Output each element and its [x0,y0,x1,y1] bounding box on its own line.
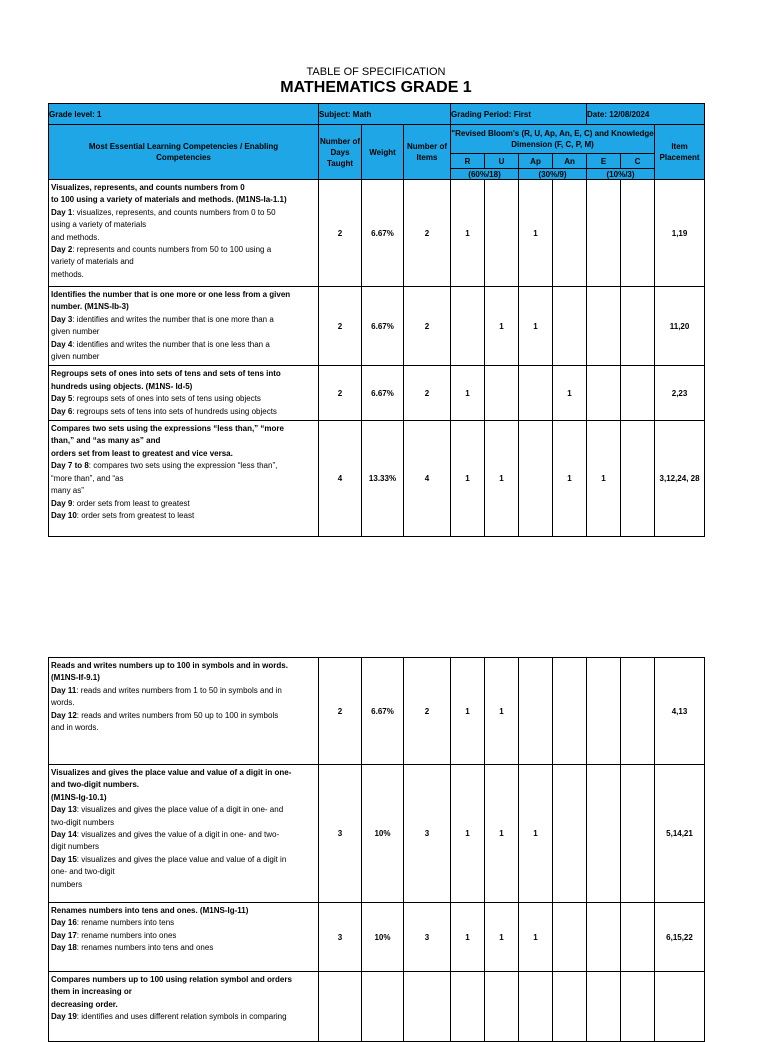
day-line [51,498,316,510]
cell-c [621,180,655,287]
pct-ap-an: (30%/9) [519,169,587,180]
competency-title: Visualizes, represents, and counts numbers from 0 [51,183,245,192]
day-line [51,685,316,697]
day-line [51,841,316,853]
day-label: Day 12 [51,710,77,720]
cell-ap: 1 [519,287,553,366]
day-text: : visualizes, represents, and counts numbers from 0 to 50 [72,207,276,217]
day-label: Day 3 [51,314,73,324]
day-text: given number [51,352,100,362]
day-text: one- and two-digit [51,867,115,877]
day-text: numbers [51,879,83,889]
cell-placement: 6,15,22 [655,903,705,972]
cell-items: 2 [404,658,451,765]
day-text: : identifies and writes the number that is one more than a [72,314,274,324]
subject: Subject: Math [319,104,451,125]
cell-days-taught: 4 [319,421,362,537]
competency-cell [49,421,319,537]
cell-an [553,287,587,366]
day-line [51,1011,316,1023]
cell-an [553,765,587,903]
competency-title: to 100 using a variety of materials and methods. (M1NS-Ia-1.1) [51,195,287,205]
day-text: “more than”, and “as [51,473,124,483]
day-line [51,460,316,472]
day-line [51,393,316,405]
day-line [51,804,316,816]
day-label: Day 9 [51,498,73,508]
cell-placement: 3,12,24, 28 [655,421,705,537]
competency-title: and two-digit numbers. [51,780,139,790]
day-label: Day 4 [51,339,73,349]
grade-level: Grade level: 1 [49,104,319,125]
cell-days-taught: 2 [319,180,362,287]
header-row-info [49,104,705,125]
day-line [51,339,316,351]
day-label: Day 1 [51,207,73,217]
competency-cell [49,903,319,972]
competency-cell [49,658,319,765]
cell-weight: 10% [362,765,404,903]
day-label: Day 18 [51,943,77,953]
competency-cell [49,972,319,1042]
day-line [51,326,316,338]
competency-title: decreasing order. [51,999,118,1009]
col-days: Number of Days Taught [319,125,362,180]
cell-r: 1 [451,658,485,765]
col-blooms: "Revised Bloom's (R, U, Ap, An, E, C) and Knowledge Dimension (F, C, P, M) [451,125,655,154]
cell-e [587,658,621,765]
competency-cell [49,366,319,421]
cell-u [485,972,519,1042]
cell-days-taught: 2 [319,658,362,765]
cell-items: 3 [404,903,451,972]
day-text: methods. [51,269,84,279]
cell-placement: 1,19 [655,180,705,287]
pct-e-c: (10%/3) [587,169,655,180]
competency-title: Visualizes and gives the place value and value of a digit in one- [51,768,292,777]
day-text: : regroups sets of ones into sets of tens using objects [72,394,261,404]
cell-u: 1 [485,287,519,366]
day-line [51,854,316,866]
competency-title: than,” and “as many as” and [51,436,161,446]
cell-items: 3 [404,765,451,903]
day-text: : renames numbers into tens and ones [76,943,214,953]
day-line [51,817,316,829]
day-text: : visualizes and gives the place value and value of a digit in [76,854,287,864]
day-text: : compares two sets using the expression “less than”, [88,461,278,471]
day-line [51,942,316,954]
day-label: Day 13 [51,805,77,815]
day-text: variety of materials and [51,257,134,267]
cell-items: 2 [404,287,451,366]
cell-items: 4 [404,421,451,537]
header-row-columns [49,125,705,154]
cell-an: 1 [553,366,587,421]
col-items: Number of Items [404,125,451,180]
cell-u: 1 [485,658,519,765]
competency-title: them in increasing or [51,987,132,997]
day-line [51,314,316,326]
level-u: U [485,154,519,169]
cell-days-taught: 2 [319,287,362,366]
day-label: Day 7 to 8 [51,461,89,471]
cell-c [621,421,655,537]
competency-title: Renames numbers into tens and ones. (M1NS-Ig-11) [51,906,249,915]
day-text: : identifies and uses different relation symbols in comparing [76,1012,287,1022]
cell-weight: 6.67% [362,180,404,287]
day-label: Day 17 [51,930,77,940]
cell-c [621,765,655,903]
cell-e [587,180,621,287]
cell-ap [519,972,553,1042]
table-row [49,972,705,1042]
cell-r: 1 [451,421,485,537]
day-line [51,866,316,878]
day-text: two-digit numbers [51,817,115,827]
cell-e [587,903,621,972]
day-text: : rename numbers into tens [76,918,175,928]
day-label: Day 16 [51,918,77,928]
day-line [51,697,316,709]
cell-r [451,972,485,1042]
day-line [51,485,316,497]
day-text: and in words. [51,723,99,733]
level-c: C [621,154,655,169]
table-row [49,366,705,421]
day-text: given number [51,327,100,337]
level-r: R [451,154,485,169]
cell-placement: 5,14,21 [655,765,705,903]
specification-table [48,103,705,537]
cell-r: 1 [451,903,485,972]
cell-r [451,287,485,366]
cell-e [587,765,621,903]
day-line [51,722,316,734]
day-text: and methods. [51,232,100,242]
doc-subtitle: MATHEMATICS GRADE 1 [280,79,472,96]
level-an: An [553,154,587,169]
day-text: : identifies and writes the number that is one less than a [72,339,270,349]
day-line [51,510,316,522]
col-weight: Weight [362,125,404,180]
cell-an: 1 [553,421,587,537]
cell-ap [519,658,553,765]
cell-u: 1 [485,765,519,903]
cell-u: 1 [485,421,519,537]
day-label: Day 14 [51,830,77,840]
pct-r-u: (60%/18) [451,169,519,180]
day-line [51,232,316,244]
day-text: : represents and counts numbers from 50 to 100 using a [72,245,272,255]
day-text: words. [51,698,75,708]
day-label: Day 10 [51,510,77,520]
day-text: : order sets from least to greatest [72,498,190,508]
table-row [49,765,705,903]
competency-title: Identifies the number that is one more or one less from a given [51,290,291,299]
table-row [49,421,705,537]
day-line [51,256,316,268]
cell-e [587,972,621,1042]
cell-weight: 6.67% [362,287,404,366]
cell-placement: 2,23 [655,366,705,421]
day-text: : order sets from greatest to least [76,510,195,520]
date: Date: 12/08/2024 [587,104,705,125]
cell-items: 2 [404,366,451,421]
day-line [51,351,316,363]
day-line [51,710,316,722]
competency-cell [49,180,319,287]
competency-title: number. (M1NS-Ib-3) [51,302,129,312]
competency-title: Regroups sets of ones into sets of tens and sets of tens into [51,369,281,379]
day-text: : rename numbers into ones [76,930,177,940]
day-label: Day 2 [51,245,73,255]
cell-weight: 10% [362,903,404,972]
cell-an [553,658,587,765]
day-line [51,879,316,891]
cell-r: 1 [451,765,485,903]
day-text: : visualizes and gives the place value of a digit in one- and [76,805,284,815]
table-row [49,903,705,972]
cell-ap: 1 [519,765,553,903]
day-line [51,917,316,929]
cell-c [621,972,655,1042]
day-text: using a variety of materials [51,220,147,230]
table-row [49,180,705,287]
cell-u [485,366,519,421]
day-label: Day 5 [51,394,73,404]
competency-title: Reads and writes numbers up to 100 in symbols and in words. [51,661,288,670]
level-ap: Ap [519,154,553,169]
day-line [51,207,316,219]
day-line [51,219,316,231]
cell-days-taught [319,972,362,1042]
day-text: : reads and writes numbers from 1 to 50 in symbols and in [76,685,282,695]
cell-an [553,903,587,972]
grading-period: Grading Period: First [451,104,587,125]
competency-title: orders set from least to greatest and vice versa. [51,448,233,458]
cell-e [587,287,621,366]
competency-title: hundreds using objects. (M1NS- Id-5) [51,381,193,391]
cell-days-taught: 3 [319,765,362,903]
cell-c [621,287,655,366]
competency-cell [49,287,319,366]
cell-e: 1 [587,421,621,537]
cell-weight: 6.67% [362,366,404,421]
day-line [51,244,316,256]
cell-ap: 1 [519,903,553,972]
cell-placement: 4,13 [655,658,705,765]
day-line [51,829,316,841]
day-label: Day 15 [51,854,77,864]
day-label: Day 11 [51,685,77,695]
day-text: many as” [51,486,84,496]
cell-items: 2 [404,180,451,287]
day-text: : reads and writes numbers from 50 up to 100 in symbols [76,710,279,720]
cell-c [621,366,655,421]
day-text: digit numbers [51,842,100,852]
day-label: Day 6 [51,406,73,416]
col-placement: Item Placement [655,125,705,180]
cell-items [404,972,451,1042]
competency-title: Compares numbers up to 100 using relation symbol and orders [51,975,292,984]
cell-c [621,658,655,765]
cell-weight: 13.33% [362,421,404,537]
day-label: Day 19 [51,1012,77,1022]
day-line [51,406,316,418]
cell-r: 1 [451,180,485,287]
competency-cell [49,765,319,903]
day-text: : regroups sets of tens into sets of hundreds using objects [72,406,277,416]
cell-r: 1 [451,366,485,421]
doc-title: TABLE OF SPECIFICATION [306,66,446,78]
cell-u [485,180,519,287]
cell-placement [655,972,705,1042]
cell-an [553,972,587,1042]
day-line [51,269,316,281]
table-row [49,287,705,366]
col-competency: Most Essential Learning Competencies / Enabling Competencies [49,125,319,180]
cell-ap: 1 [519,180,553,287]
cell-weight: 6.67% [362,658,404,765]
cell-c [621,903,655,972]
cell-ap [519,366,553,421]
cell-days-taught: 3 [319,903,362,972]
cell-e [587,366,621,421]
cell-weight [362,972,404,1042]
cell-days-taught: 2 [319,366,362,421]
cell-an [553,180,587,287]
day-text: : visualizes and gives the value of a digit in one- and two- [76,830,280,840]
cell-ap [519,421,553,537]
day-line [51,930,316,942]
day-line [51,473,316,485]
cell-placement: 11,20 [655,287,705,366]
competency-title: (M1NS-Ig-10.1) [51,792,107,802]
specification-table-continued [48,657,705,1042]
table-row [49,658,705,765]
competency-title: Compares two sets using the expressions “less than,” “more [51,424,284,434]
cell-u: 1 [485,903,519,972]
competency-title: (M1NS-If-9.1) [51,673,100,683]
level-e: E [587,154,621,169]
